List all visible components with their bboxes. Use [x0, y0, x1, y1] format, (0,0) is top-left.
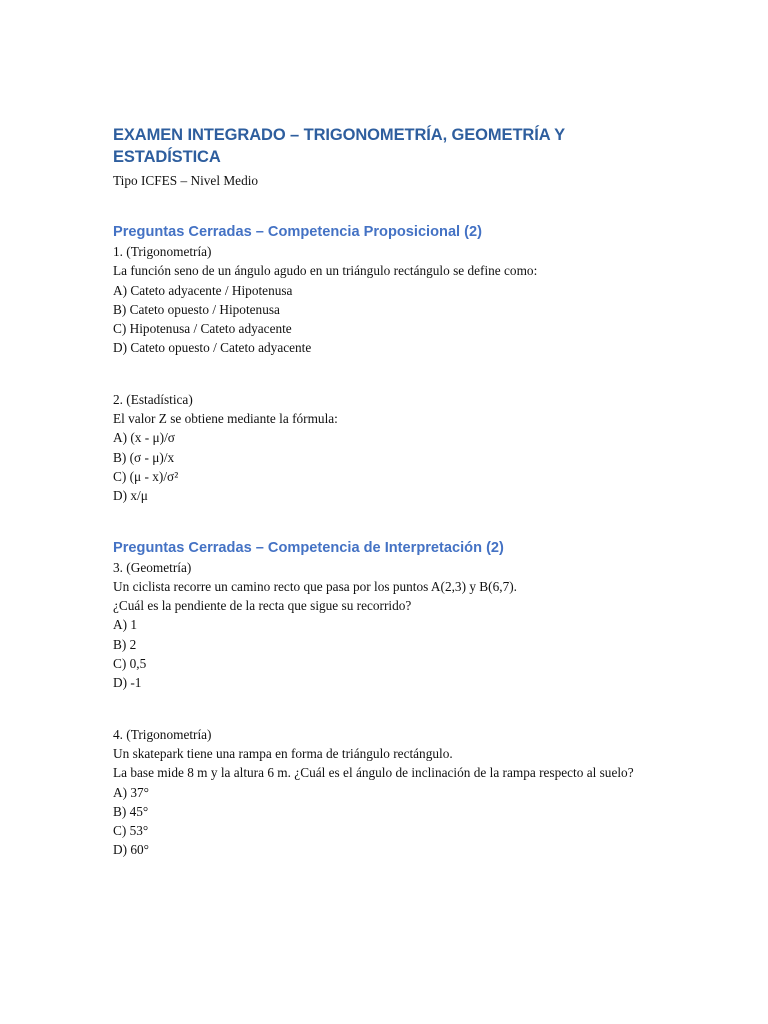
question-topic: 2. (Estadística) [113, 391, 193, 407]
question-stem: La base mide 8 m y la altura 6 m. ¿Cuál es el ángulo de inclinación de la rampa respecto al suelo? [113, 765, 634, 781]
answer-option: D) -1 [113, 675, 142, 691]
question-stem: ¿Cuál es la pendiente de la recta que sigue su recorrido? [113, 598, 412, 614]
answer-option: A) Cateto adyacente / Hipotenusa [113, 282, 293, 298]
spacer [113, 693, 673, 725]
question-topic: 4. (Trigonometría) [113, 726, 212, 742]
answer-option: B) Cateto opuesto / Hipotenusa [113, 301, 280, 317]
answer-option: B) 45° [113, 803, 149, 819]
question-4 [113, 725, 673, 860]
question-stem: El valor Z se obtiene mediante la fórmula: [113, 411, 338, 427]
answer-option: A) 37° [113, 784, 149, 800]
section-heading: Preguntas Cerradas – Competencia Proposicional (2) [113, 224, 483, 240]
section-interpretacion [113, 538, 673, 860]
question-topic: 1. (Trigonometría) [113, 244, 212, 259]
question-1 [113, 242, 673, 358]
question-topic: 3. (Geometría) [113, 559, 192, 575]
answer-option: D) 60° [113, 842, 149, 858]
question-stem: Un ciclista recorre un camino recto que pasa por los puntos A(2,3) y B(6,7). [113, 578, 517, 594]
answer-option: C) 53° [113, 823, 149, 839]
document-subtitle: Tipo ICFES – Nivel Medio [113, 173, 259, 188]
spacer [113, 190, 673, 222]
document-content [113, 124, 673, 860]
answer-option: B) (σ - μ)/x [113, 449, 175, 465]
spacer [113, 506, 673, 538]
answer-option: D) Cateto opuesto / Cateto adyacente [113, 340, 312, 356]
answer-option: B) 2 [113, 636, 137, 652]
answer-option: D) x/μ [113, 488, 148, 504]
answer-option: C) 0,5 [113, 656, 147, 672]
answer-option: C) Hipotenusa / Cateto adyacente [113, 321, 292, 337]
answer-option: A) 1 [113, 617, 138, 633]
question-2 [113, 390, 673, 506]
section-proposicional [113, 222, 673, 506]
answer-option: C) (μ - x)/σ² [113, 468, 179, 484]
document-title: EXAMEN INTEGRADO – TRIGONOMETRÍA, GEOMETRÍA Y ESTADÍSTICA [113, 126, 565, 166]
spacer [113, 358, 673, 390]
question-3 [113, 558, 673, 693]
question-stem: La función seno de un ángulo agudo en un triángulo rectángulo se define como: [113, 263, 538, 279]
answer-option: A) (x - μ)/σ [113, 430, 175, 446]
section-heading: Preguntas Cerradas – Competencia de Interpretación (2) [113, 539, 504, 556]
question-stem: Un skatepark tiene una rampa en forma de triángulo rectángulo. [113, 745, 453, 761]
